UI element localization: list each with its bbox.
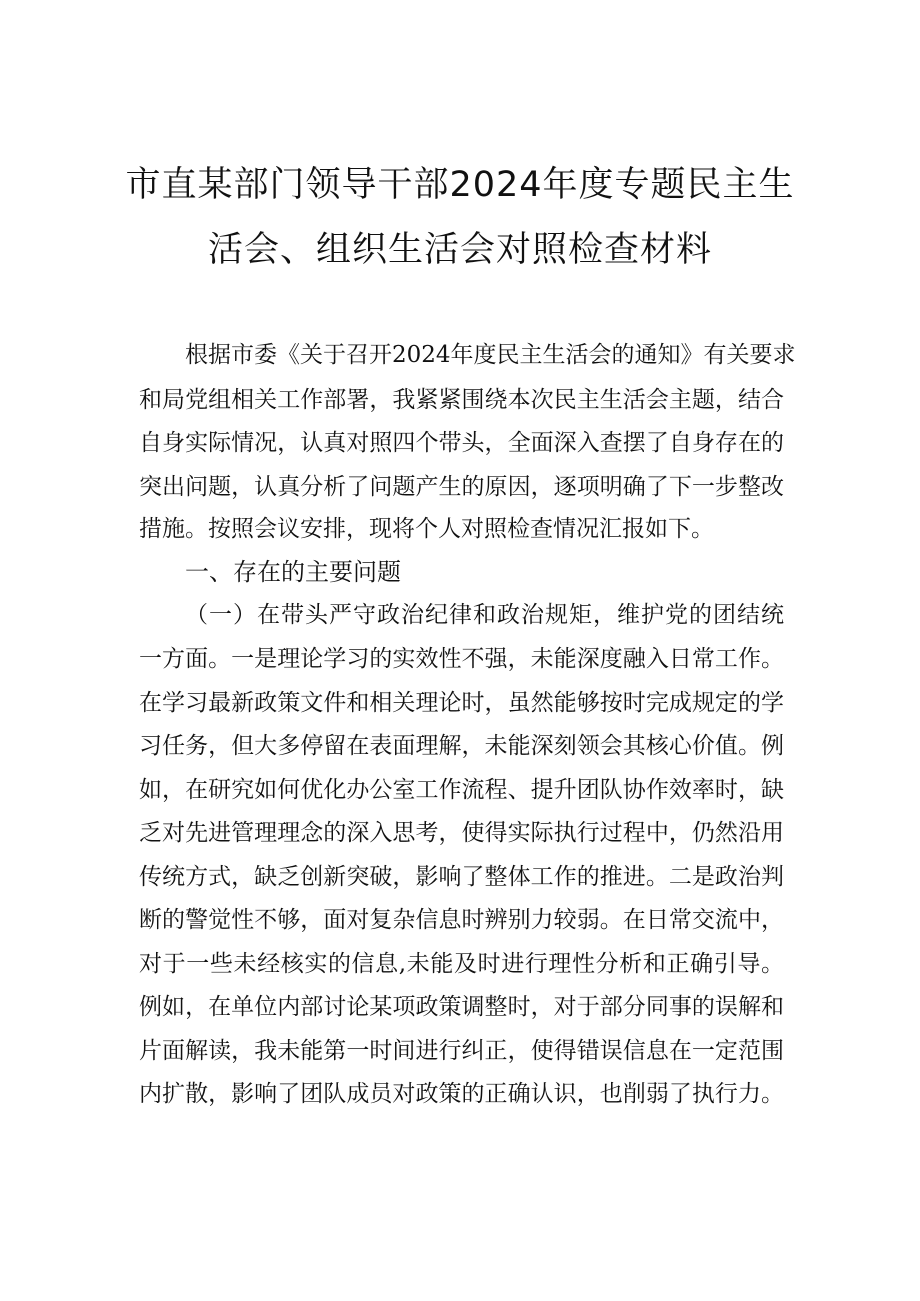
document-title-line-1: 市直某部门领导干部2024年度专题民主生 bbox=[125, 165, 795, 205]
intro-paragraph-line: 根据市委《关于召开2024年度民主生活会的通知》有关要求 bbox=[185, 342, 796, 368]
intro-paragraph-line: 和局党组相关工作部署，我紧紧围绕本次民主生活会主题，结合 bbox=[139, 387, 784, 413]
intro-paragraph-line: 措施。按照会议安排，现将个人对照检查情况汇报如下。 bbox=[139, 516, 714, 542]
section-paragraph-line: 如，在研究如何优化办公室工作流程、提升团队协作效率时，缺 bbox=[139, 777, 784, 803]
document-title-line-2: 活会、组织生活会对照检查材料 bbox=[207, 230, 712, 270]
section-paragraph-line: 断的警觉性不够，面对复杂信息时辨别力较弱。在日常交流中， bbox=[139, 907, 784, 933]
section-paragraph-line: 乏对先进管理理念的深入思考，使得实际执行过程中，仍然沿用 bbox=[139, 820, 784, 846]
section-heading: 一、存在的主要问题 bbox=[185, 558, 401, 586]
section-paragraph-line: （一）在带头严守政治纪律和政治规矩，维护党的团结统 bbox=[185, 602, 784, 628]
section-paragraph-line: 内扩散，影响了团队成员对政策的正确认识，也削弱了执行力。 bbox=[139, 1081, 784, 1107]
section-paragraph-line: 习任务，但大多停留在表面理解，未能深刻领会其核心价值。例 bbox=[139, 733, 784, 759]
intro-paragraph-line: 突出问题，认真分析了问题产生的原因，逐项明确了下一步整改 bbox=[139, 474, 784, 500]
section-paragraph-line: 片面解读，我未能第一时间进行纠正，使得错误信息在一定范围 bbox=[139, 1038, 784, 1064]
section-paragraph-line: 在学习最新政策文件和相关理论时，虽然能够按时完成规定的学 bbox=[139, 690, 784, 716]
section-paragraph-line: 例如，在单位内部讨论某项政策调整时，对于部分同事的误解和 bbox=[139, 994, 784, 1020]
section-paragraph-line: 传统方式，缺乏创新突破，影响了整体工作的推进。二是政治判 bbox=[139, 864, 784, 890]
section-paragraph-line: 对于一些未经核实的信息,未能及时进行理性分析和正确引导。 bbox=[139, 951, 784, 977]
section-paragraph-line: 一方面。一是理论学习的实效性不强，未能深度融入日常工作。 bbox=[139, 646, 784, 672]
intro-paragraph-line: 自身实际情况，认真对照四个带头，全面深入查摆了自身存在的 bbox=[139, 430, 784, 456]
